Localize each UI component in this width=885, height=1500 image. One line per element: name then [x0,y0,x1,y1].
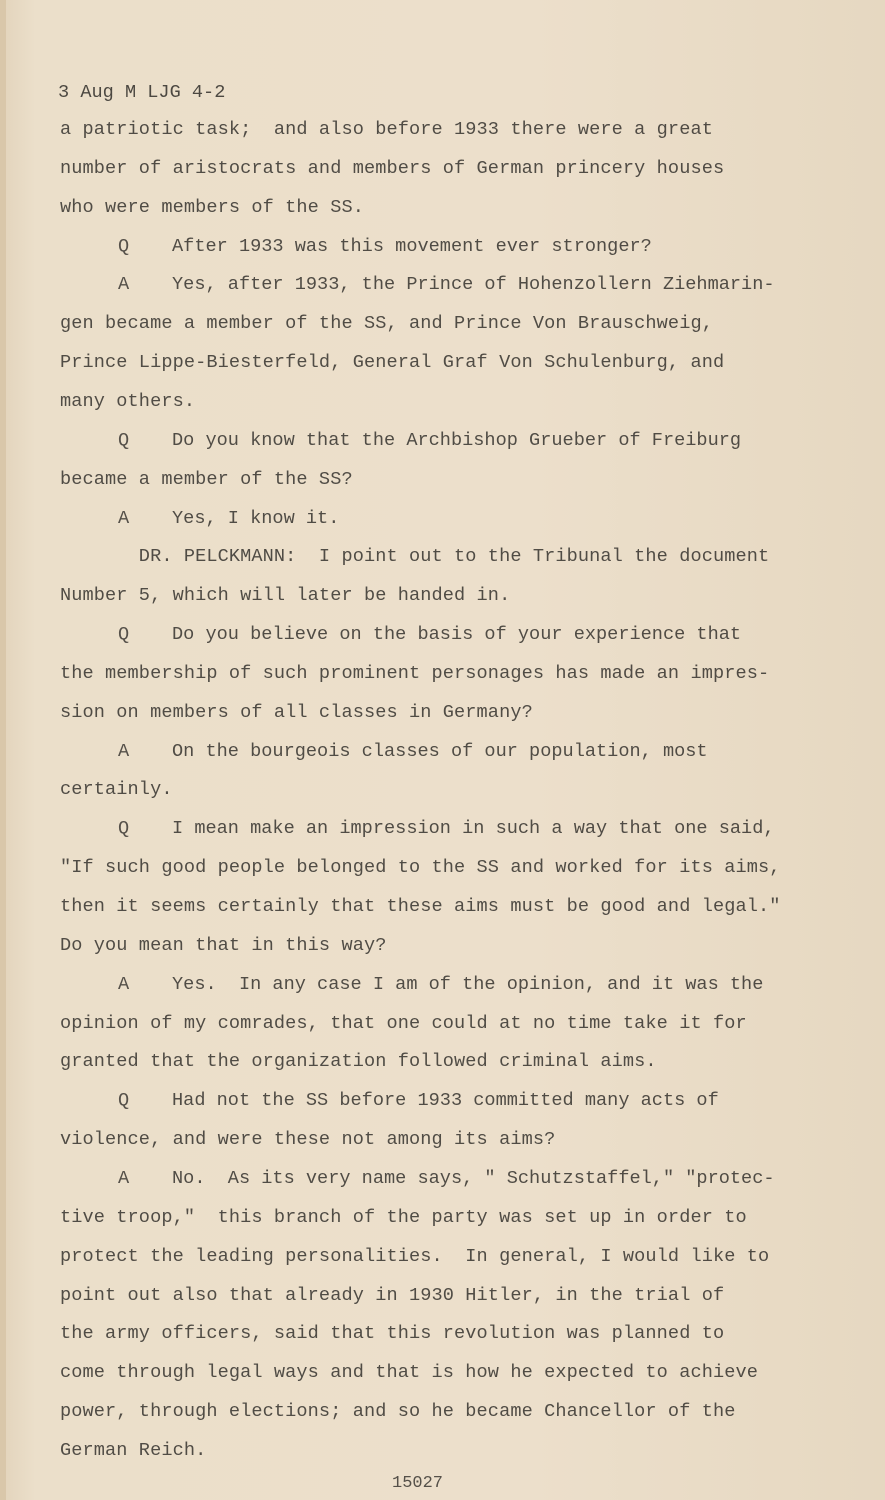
transcript-line: sion on members of all classes in Germany? [60,701,533,723]
speaker-label: Q [118,1090,130,1112]
speaker-label: A [118,1167,130,1189]
transcript-line: Yes, I know it. [172,507,340,529]
transcript-line: On the bourgeois classes of our population, most [172,740,708,762]
transcript-line: After 1933 was this movement ever stronger? [172,235,652,257]
speaker-label: Q [118,818,130,840]
transcript-line: violence, and were these not among its aims? [60,1129,556,1151]
transcript-line: No. As its very name says, " Schutzstaffel," "protec- [172,1167,775,1189]
transcript-line: who were members of the SS. [60,196,364,218]
speaker-label: A [118,507,130,529]
transcript-line: Prince Lippe-Biesterfeld, General Graf Von Schulenburg, and [60,352,725,374]
transcript-line: point out also that already in 1930 Hitler, in the trial of [60,1284,725,1306]
page-edge [0,0,6,1500]
speaker-label: Q [118,235,130,257]
transcript-line: Number 5, which will later be handed in. [60,585,511,607]
transcript-line: German Reich. [60,1439,207,1461]
transcript-line: a patriotic task; and also before 1933 there were a great [60,119,713,140]
transcript-line: number of aristocrats and members of German princery houses [60,157,725,179]
transcript-line: Do you mean that in this way? [60,934,387,956]
transcript-line: protect the leading personalities. In general, I would like to [60,1245,770,1267]
transcript-line: certainly. [60,779,173,801]
speaker-label: Q [118,624,130,646]
transcript-line: "If such good people belonged to the SS and worked for its aims, [60,857,781,879]
transcript-line: the membership of such prominent personages has made an impres- [60,662,770,684]
transcript-line: Yes. In any case I am of the opinion, and it was the [172,973,764,995]
transcript-line: DR. PELCKMANN: I point out to the Tribunal the document [60,546,770,568]
speaker-label: Q [118,429,130,451]
transcript-line: became a member of the SS? [60,468,353,490]
transcript-line: Yes, after 1933, the Prince of Hohenzollern Ziehmarin- [172,274,775,296]
transcript-line: Do you know that the Archbishop Grueber of Freiburg [172,429,742,451]
transcript-line: opinion of my comrades, that one could at no time take it for [60,1012,747,1034]
transcript-line: tive troop," this branch of the party was set up in order to [60,1206,747,1228]
page-number: 15027 [392,1474,444,1493]
transcript-line: Do you believe on the basis of your experience that [172,624,742,646]
transcript-line: then it seems certainly that these aims must be good and legal." [60,896,781,917]
transcript-line: the army officers, said that this revolution was planned to [60,1323,725,1345]
speaker-label: A [118,740,130,762]
transcript-line: come through legal ways and that is how he expected to achieve [60,1362,758,1384]
transcript-line: I mean make an impression in such a way that one said, [172,818,775,840]
transcript-line: power, through elections; and so he became Chancellor of the [60,1401,736,1423]
transcript-line: granted that the organization followed criminal aims. [60,1051,657,1073]
transcript-line: many others. [60,390,196,412]
speaker-label: A [118,973,130,995]
transcript-line: gen became a member of the SS, and Prince Von Brauschweig, [60,313,713,335]
speaker-label: A [118,274,130,296]
page-header: 3 Aug M LJG 4-2 [58,82,226,103]
transcript-line: Had not the SS before 1933 committed many acts of [172,1090,719,1112]
